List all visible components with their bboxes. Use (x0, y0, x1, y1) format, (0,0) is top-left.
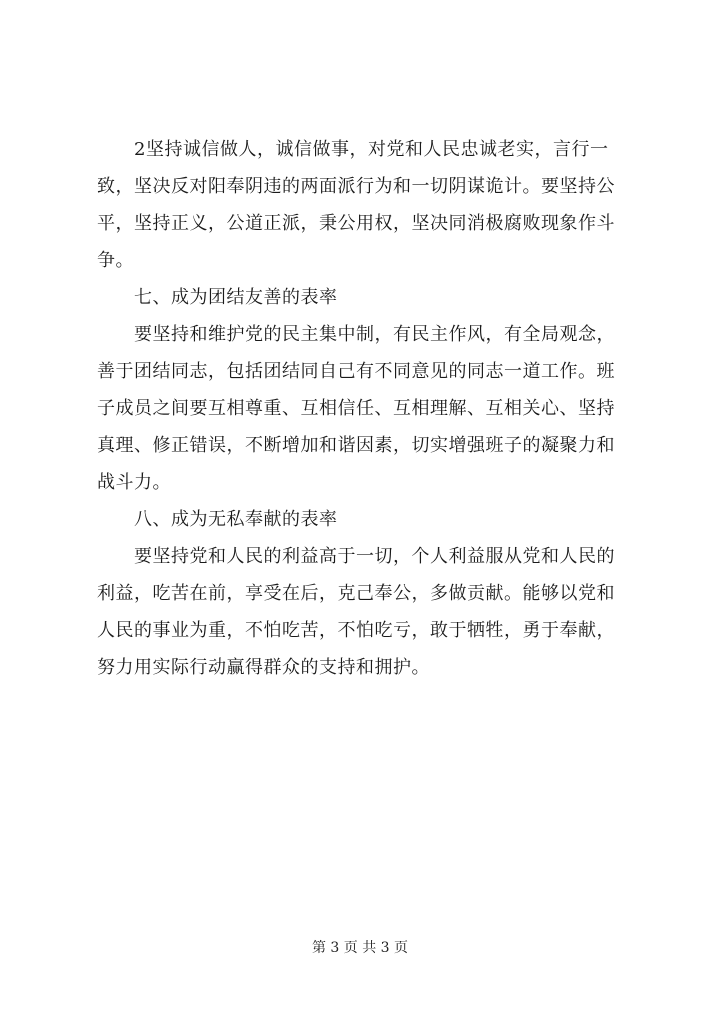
text-line: 人民的事业为重，不怕吃苦，不怕吃亏，敢于牺牲，勇于奉献， (97, 620, 615, 641)
text-line: 子成员之间要互相尊重、互相信任、互相理解、互相关心、坚持 (97, 398, 615, 419)
paragraph-dedication (97, 538, 633, 686)
text-line: 善于团结同志，包括团结同自己有不同意见的同志一道工作。班 (97, 361, 615, 382)
text-line: 争。 (97, 250, 134, 271)
document-body (97, 131, 633, 686)
section-heading-seven (97, 279, 633, 316)
text-line: 要坚持党和人民的利益高于一切，个人利益服从党和人民的 (134, 546, 615, 567)
page-number-footer: 第 3 页 共 3 页 (311, 940, 409, 956)
text-line: 真理、修正错误，不断增加和谐因素，切实增强班子的凝聚力和 (97, 435, 615, 456)
section-heading-eight (97, 501, 633, 538)
heading-text: 七、成为团结友善的表率 (134, 287, 338, 308)
paragraph-integrity (97, 131, 633, 279)
text-line: 2坚持诚信做人，诚信做事，对党和人民忠诚老实，言行一 (134, 139, 609, 160)
heading-text: 八、成为无私奉献的表率 (134, 509, 338, 530)
text-line: 努力用实际行动赢得群众的支持和拥护。 (97, 657, 430, 678)
text-line: 致，坚决反对阳奉阴违的两面派行为和一切阴谋诡计。要坚持公 (97, 176, 615, 197)
paragraph-unity (97, 316, 633, 501)
text-line: 利益，吃苦在前，享受在后，克己奉公，多做贡献。能够以党和 (97, 583, 615, 604)
text-line: 战斗力。 (97, 472, 171, 493)
text-line: 平，坚持正义，公道正派，秉公用权，坚决同消极腐败现象作斗 (97, 213, 615, 234)
text-line: 要坚持和维护党的民主集中制，有民主作风，有全局观念， (134, 324, 615, 345)
